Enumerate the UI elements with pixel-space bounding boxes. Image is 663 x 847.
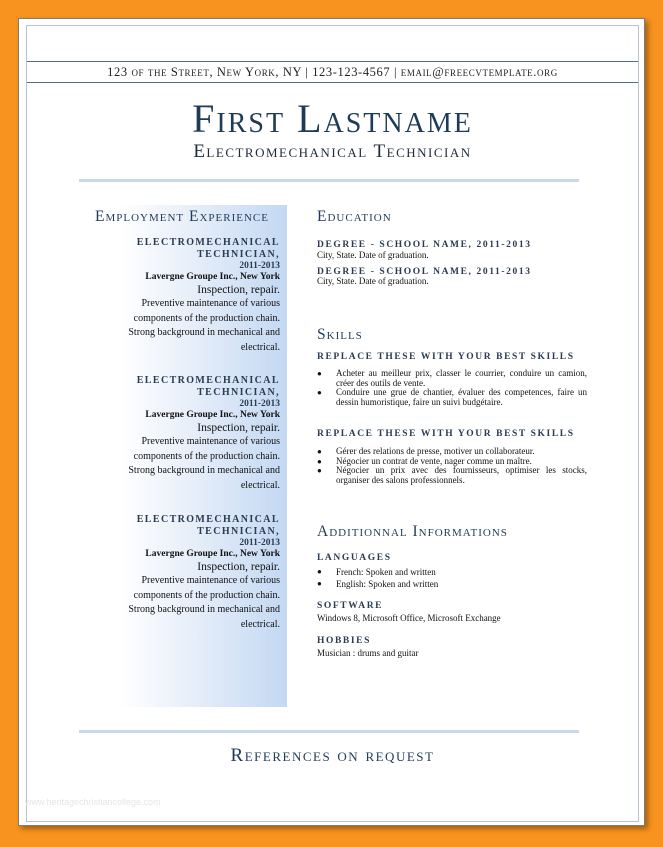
- skill-text: Conduire une grue de chantier, évaluer des competences, faire un dessin humoristique, faire un suivi budgétaire.: [336, 387, 587, 407]
- list-item: [317, 466, 587, 485]
- bullet-icon: ●: [317, 579, 322, 588]
- job-role: ELECTROMECHANICAL: [136, 375, 280, 386]
- watermark-text: www.heritagechristiancollege.com: [25, 797, 161, 807]
- skill-text: Acheter au meilleur prix, classer le courrier, conduire un camion, créer des outils de vente.: [336, 368, 587, 388]
- job-duty: Inspection, repair.: [197, 422, 280, 434]
- job-company: Lavergne Groupe Inc., New York: [145, 549, 280, 559]
- job-entry-2: [80, 375, 280, 493]
- bullet-icon: ●: [317, 369, 322, 378]
- candidate-name: First Lastname: [192, 96, 473, 141]
- job-description: electrical.: [240, 341, 280, 353]
- bullet-icon: ●: [317, 567, 322, 576]
- job-dates: 2011-2013: [239, 399, 280, 409]
- job-dates: 2011-2013: [239, 261, 280, 271]
- hobbies-text: Musician : drums and guitar: [317, 648, 419, 658]
- job-company: Lavergne Groupe Inc., New York: [145, 272, 280, 282]
- job-entry-3: [80, 514, 280, 632]
- education-degree: DEGREE - SCHOOL NAME, 2011-2013: [317, 240, 532, 250]
- job-dates: 2011-2013: [239, 538, 280, 548]
- languages-list: [317, 566, 587, 590]
- bullet-icon: ●: [317, 447, 322, 456]
- languages-heading: LANGUAGES: [317, 553, 392, 563]
- education-detail: City, State. Date of graduation.: [317, 276, 429, 286]
- skills-group-heading: REPLACE THESE WITH YOUR BEST SKILLS: [317, 352, 575, 362]
- list-item: [317, 369, 587, 388]
- job-description: components of the production chain.: [133, 450, 280, 462]
- language-text: French: Spoken and written: [336, 567, 436, 577]
- skills-title: Skills: [317, 326, 363, 343]
- job-description: Preventive maintenance of various: [141, 575, 280, 586]
- references-footer: References on request: [230, 745, 435, 766]
- resume-page: [18, 18, 645, 826]
- hobbies-heading: HOBBIES: [317, 636, 371, 646]
- job-description: components of the production chain.: [133, 589, 280, 601]
- candidate-job-title: Electromechanical Technician: [193, 141, 472, 162]
- software-heading: SOFTWARE: [317, 601, 384, 611]
- software-text: Windows 8, Microsoft Office, Microsoft Exchange: [317, 613, 501, 623]
- job-description: electrical.: [240, 618, 280, 630]
- education-degree: DEGREE - SCHOOL NAME, 2011-2013: [317, 267, 532, 277]
- education-detail: City, State. Date of graduation.: [317, 250, 429, 260]
- skill-text: Gérer des relations de presse, motiver un collaborateur.: [336, 446, 535, 456]
- bullet-icon: ●: [317, 388, 322, 397]
- job-description: Preventive maintenance of various: [141, 436, 280, 447]
- job-role: ELECTROMECHANICAL: [136, 514, 280, 525]
- list-item: [317, 388, 587, 407]
- list-item: [317, 566, 587, 578]
- job-duty: Inspection, repair.: [197, 561, 280, 573]
- language-text: English: Spoken and written: [336, 579, 439, 589]
- job-role: ELECTROMECHANICAL: [136, 237, 280, 248]
- job-role: TECHNICIAN,: [197, 249, 280, 260]
- job-description: electrical.: [240, 479, 280, 491]
- bullet-icon: ●: [317, 466, 322, 475]
- education-title: Education: [317, 208, 392, 225]
- job-description: Preventive maintenance of various: [141, 298, 280, 309]
- job-description: Strong background in mechanical and: [128, 604, 280, 616]
- bullet-icon: ●: [317, 456, 322, 466]
- skill-text: Négocier un contrat de vente, nager comme un maître.: [336, 455, 532, 466]
- header-divider: [79, 179, 579, 182]
- contact-line: 123 of the Street, New York, NY | 123-123-4567 | email@freecvtemplate.org: [27, 61, 638, 83]
- job-duty: Inspection, repair.: [197, 284, 280, 296]
- skills-group-heading: REPLACE THESE WITH YOUR BEST SKILLS: [317, 429, 575, 439]
- skills-list: [317, 369, 587, 407]
- job-description: components of the production chain.: [133, 312, 280, 324]
- job-company: Lavergne Groupe Inc., New York: [145, 410, 280, 420]
- skills-list: [317, 447, 587, 485]
- job-role: TECHNICIAN,: [197, 387, 280, 398]
- list-item: [317, 578, 587, 590]
- employment-title: Employment Experience: [95, 208, 269, 225]
- job-description: Strong background in mechanical and: [128, 465, 280, 477]
- skill-text: Négocier un prix avec des fournisseurs, optimiser les stocks, organiser des salons professionnels.: [336, 465, 587, 485]
- job-description: Strong background in mechanical and: [128, 327, 280, 339]
- job-entry-1: [80, 237, 280, 355]
- employment-column: [79, 205, 287, 707]
- additional-title: Additionnal Informations: [317, 523, 508, 540]
- footer-divider: [79, 730, 579, 733]
- job-role: TECHNICIAN,: [197, 526, 280, 537]
